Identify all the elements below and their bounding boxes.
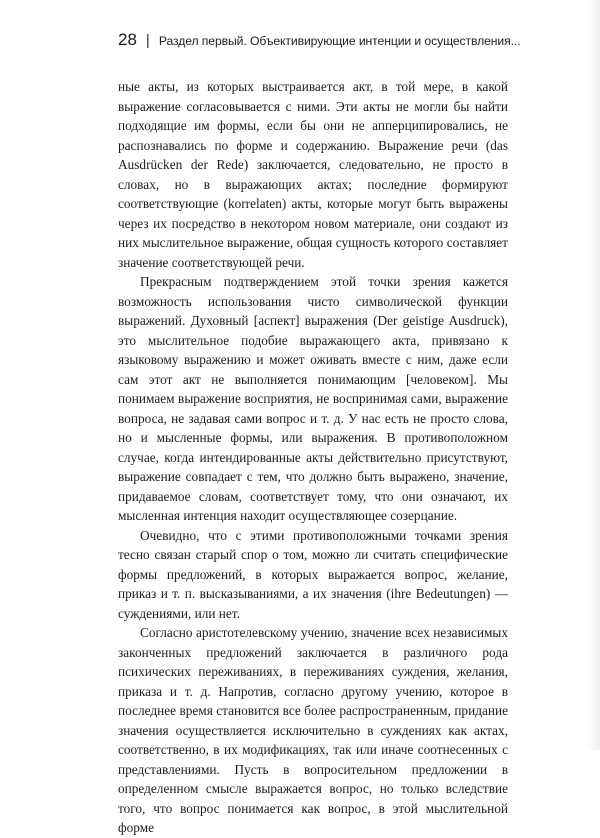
running-head: Раздел первый. Объективирующие интенции и осуществления... (158, 34, 521, 48)
paragraph-1: ные акты, из которых выстраивается акт, в той мере, в какой выражение согласовывается с ними. Эти акты не могли бы найти подходящие им формы, если бы они не апперципировались, не распознавались по форме и содержанию. Выражение речи (das Ausdrücken der Rede) заключается, следовательно, не просто в словах, но в выражающих актах; последние формируют соответствующие (korrelaten) акты, которые могут быть выражены через их посредство в некотором новом материале, они создают из них мыслительное выражение, общая сущность которого составляет значение соответствующей речи. (118, 79, 508, 270)
page-edge-shadow (586, 0, 600, 750)
paragraph-3: Очевидно, что с этими противоположными точками зрения тесно связан старый спор о том, можно ли считать специфические формы предложений, в которых выражается вопрос, желание, приказ и т. п. высказываниями, а их значения (ihre Bedeutungen) — суждениями, или нет. (118, 527, 508, 621)
paragraph-4: Согласно аристотелевскому учению, значение всех независимых законченных предложений заключается в различного рода психических переживаниях, в переживаниях суждения, желания, приказа и т. д. Напротив, согласно другому учению, которое в последнее время становится все более распространенным, придание значения осуществляется исключительно в суждениях как актах, соответственно, в их модификациях, так или иначе соотнесенных с представлениями. Пусть в вопросительном предложении в определенном смысле выражается вопрос, но только вследствие того, что вопрос понимается как вопрос, в этой мыслительной форме (118, 625, 508, 835)
page-header (118, 30, 521, 50)
paragraph-2: Прекрасным подтверждением этой точки зрения кажется возможность использования чисто символической функции выражений. Духовный [аспект] выражения (Der geistige Ausdruck), это мыслительное подобие выражающего акта, привязано к языковому выражению и может оживать вместе с ним, даже если сам этот акт не выполняется понимающим [человеком]. Мы понимаем выражение восприятия, не воспринимая сами, выражение вопроса, не задавая сами вопрос и т. д. У нас есть не просто слова, но и мысленные формы, или выражения. В противоположном случае, когда интендированные акты действительно присутствуют, выражение совпадает с тем, что должно быть выражено, значение, придаваемое словам, соответствует тому, что они означают, их мысленная интенция находит осуществляющее созерцание. (118, 274, 508, 523)
page-number: 28 (118, 30, 137, 49)
header-separator: | (145, 32, 150, 49)
body-text (118, 77, 508, 838)
